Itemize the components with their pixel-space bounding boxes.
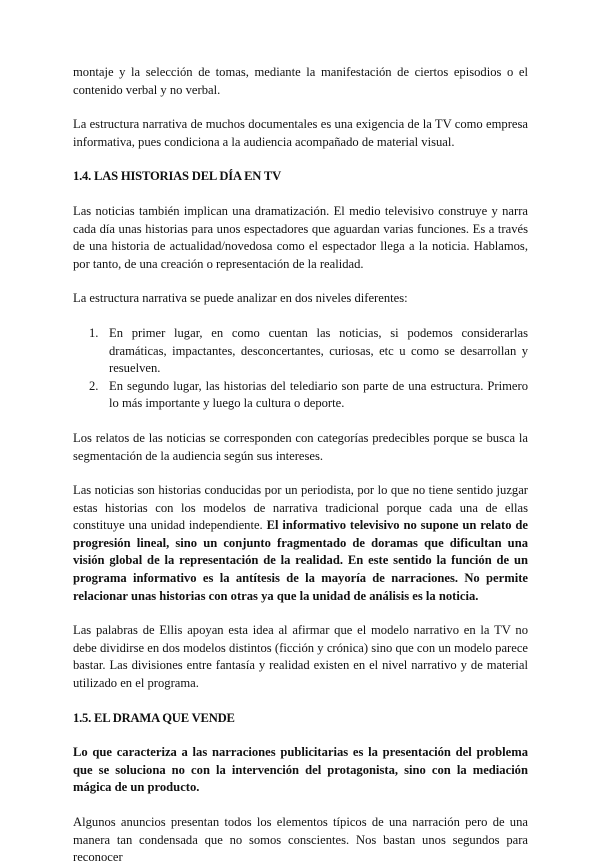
paragraph: La estructura narrativa de muchos documentales es una exigencia de la TV como empresa informativa, pues condiciona a la audiencia acompañado de material visual. bbox=[73, 117, 528, 149]
paragraph: montaje y la selección de tomas, mediante la manifestación de ciertos episodios o el contenido verbal y no verbal. bbox=[73, 65, 528, 97]
paragraph: La estructura narrativa se puede analizar en dos niveles diferentes: bbox=[73, 291, 408, 306]
numbered-list bbox=[73, 325, 528, 413]
list-item-text: En segundo lugar, las historias del telediario son parte de una estructura. Primero lo más importante y luego la cultura o deporte. bbox=[109, 378, 528, 411]
list-item bbox=[73, 378, 528, 413]
list-number: 1. bbox=[89, 325, 99, 340]
paragraph bbox=[73, 482, 528, 605]
document-page bbox=[73, 64, 528, 867]
paragraph: Las palabras de Ellis apoyan esta idea al afirmar que el modelo narrativo en la TV no debe dividirse en dos modelos distintos (ficción y crónica) sino que con un modelo parece bastar. Las divisiones entre fantasía y realidad existen en el nivel narrativo y de material utilizado en el programa. bbox=[73, 623, 528, 691]
paragraph: Algunos anuncios presentan todos los elementos típicos de una narración pero de una manera tan condensada que no somos conscientes. Nos bastan unos segundos para reconocer bbox=[73, 815, 528, 865]
section-heading: 1.4. LAS HISTORIAS DEL DÍA EN TV bbox=[73, 169, 282, 184]
list-item-text: En primer lugar, en como cuentan las noticias, si podemos considerarlas dramáticas, impactantes, desconcertantes, curiosas, etc u como se desarrollan y resuelven. bbox=[109, 325, 528, 376]
list-item bbox=[73, 325, 528, 378]
paragraph-text: Las noticias son historias conducidas por un periodista, por lo que no tiene sentido juzgar estas historias con los modelos de narrativa tradicional porque cada una de ellas constituye una unidad independiente. bbox=[73, 483, 528, 533]
list-number: 2. bbox=[89, 378, 99, 393]
paragraph: Las noticias también implican una dramatización. El medio televisivo construye y narra cada día unas historias para unos espectadores que aguardan varias funciones. Es a través de una historia de actualidad/novedosa como el espectador llega a la noticia. Hablamos, por tanto, de una creación o representación de la realidad. bbox=[73, 203, 528, 271]
section-heading: 1.5. EL DRAMA QUE VENDE bbox=[73, 710, 235, 725]
bold-paragraph-text: El informativo televisivo no supone un relato de progresión lineal, sino un conjunto fragmentado de doramas que dificultan una visión global de la representación de la realidad. En este sentido la función de un programa informativo es la antítesis de la mayoría de narraciones. No permite relacionar unas historias con otras ya que la unidad de análisis es la noticia. bbox=[73, 518, 529, 603]
paragraph: Los relatos de las noticias se corresponden con categorías predecibles porque se busca la segmentación de la audiencia según sus intereses. bbox=[73, 430, 528, 463]
bold-paragraph: Lo que caracteriza a las narraciones publicitarias es la presentación del problema que se soluciona no con la intervención del protagonista, sino con la mediación mágica de un producto. bbox=[73, 745, 528, 795]
